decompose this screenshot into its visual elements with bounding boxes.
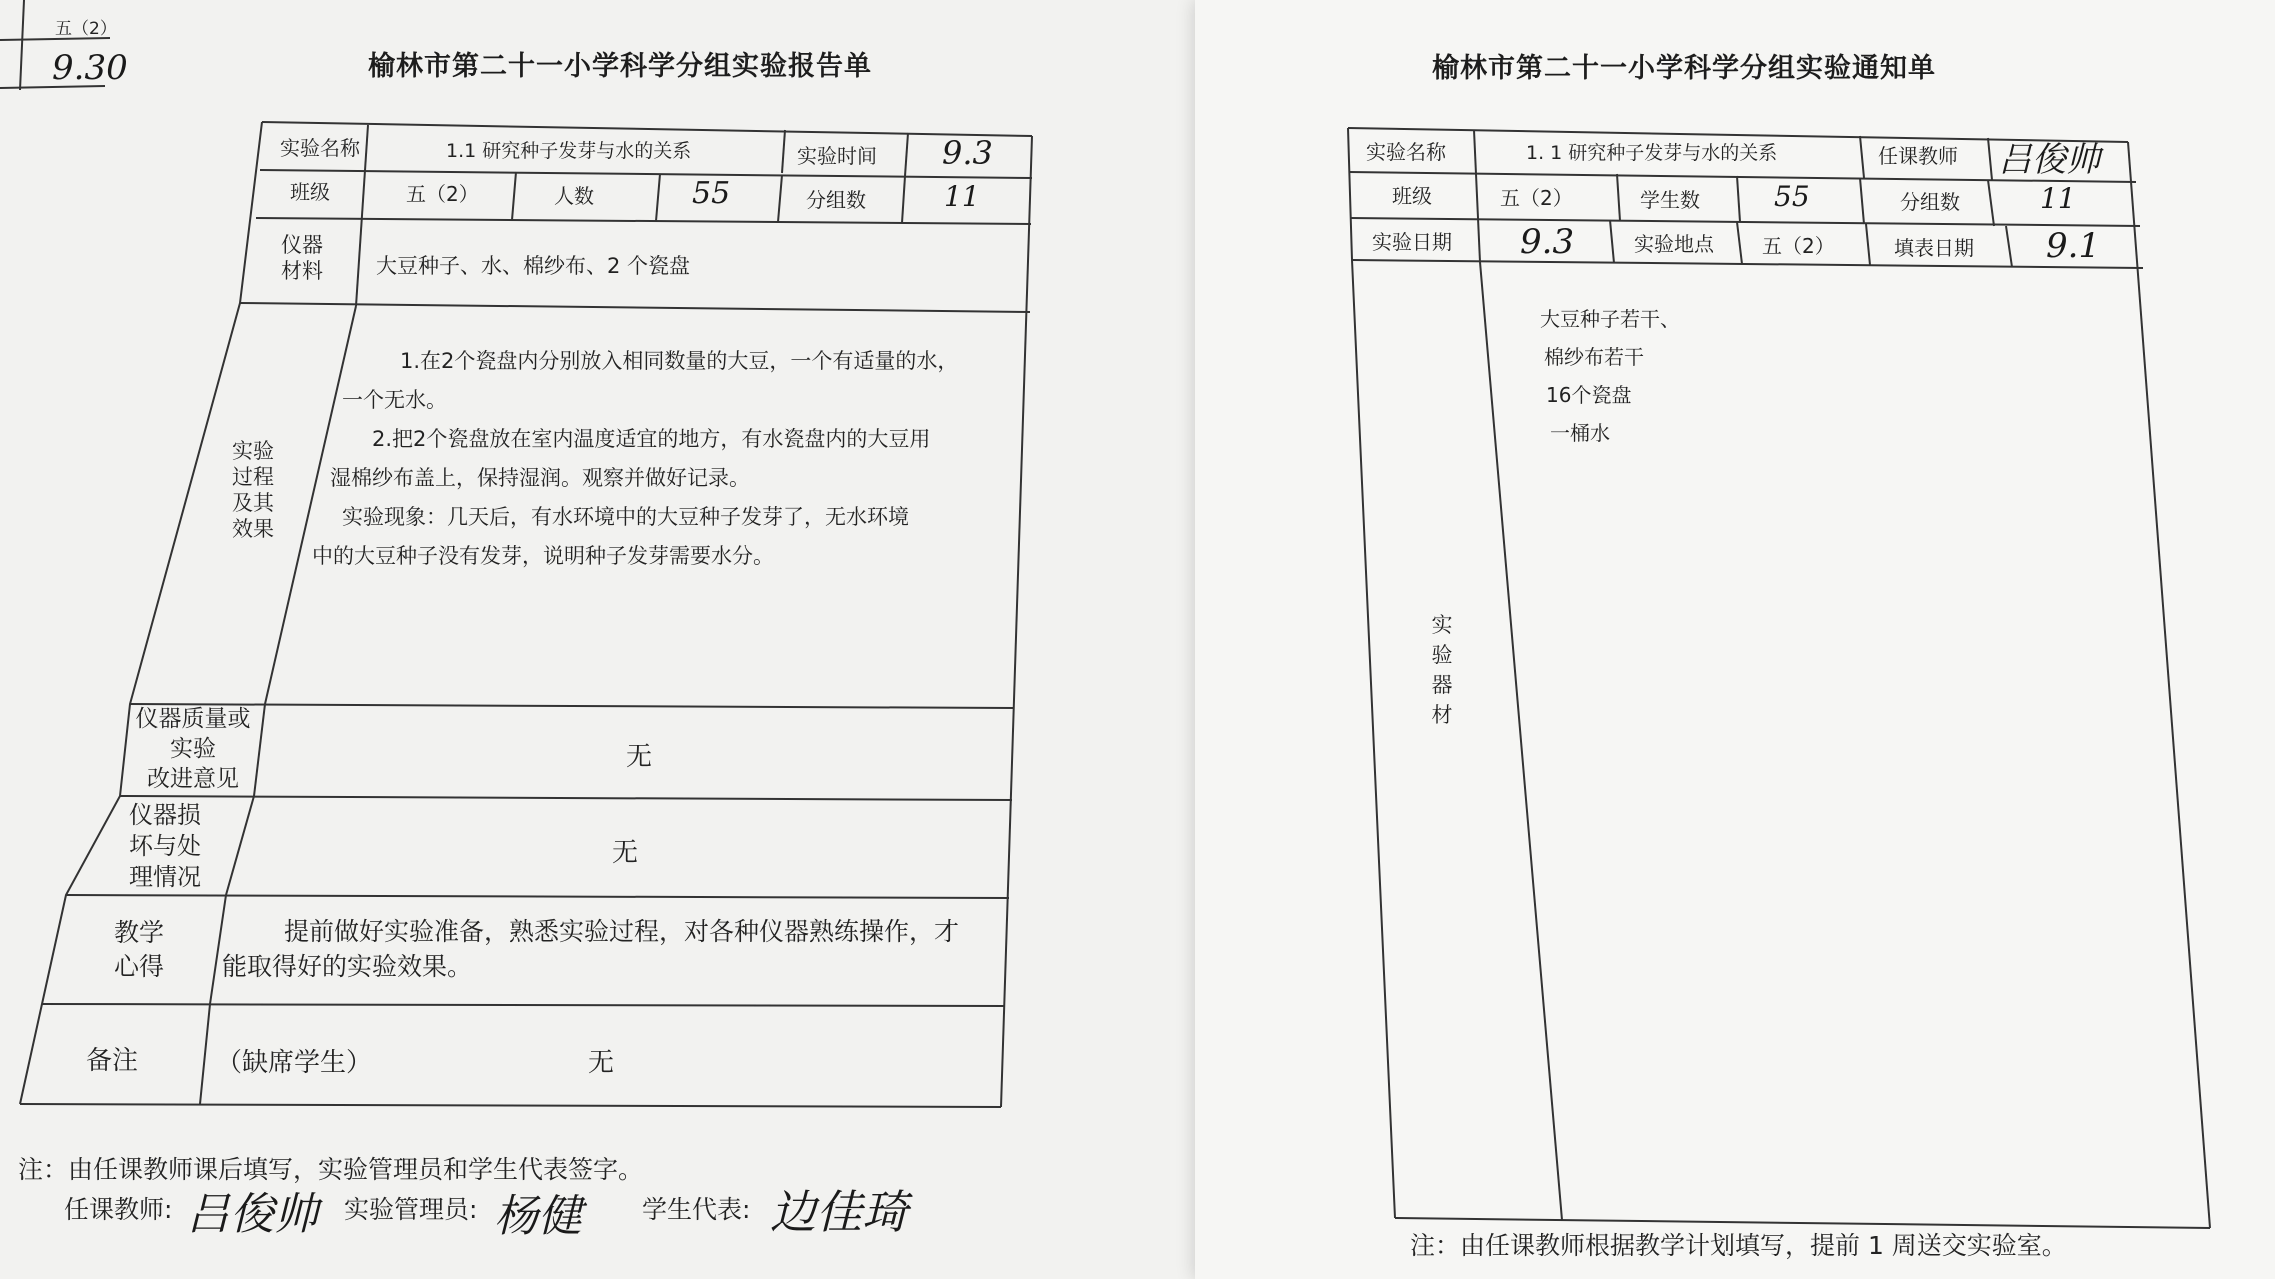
notice-label-equipment: 实 验 器 材 bbox=[1431, 613, 1453, 727]
list-item: 大豆种子若干、 bbox=[1540, 307, 1680, 331]
notice-students: 55 bbox=[1774, 180, 1810, 213]
report-title: 榆林市第二十一小学科学分组实验报告单 bbox=[368, 51, 872, 82]
report-student-label: 学生代表: bbox=[642, 1195, 751, 1224]
notice-equipment-list bbox=[1540, 300, 1840, 452]
notice-fill-date: 9.1 bbox=[2046, 226, 2101, 266]
report-teaching: 提前做好实验准备，熟悉实验过程，对各种仪器熟练操作，才 能取得好的实验效果。 bbox=[222, 917, 960, 981]
notice-title: 榆林市第二十一小学科学分组实验通知单 bbox=[1432, 53, 1936, 84]
process-line: 2.把2个瓷盘放在室内温度适宜的地方，有水瓷盘内的大豆用 bbox=[372, 427, 931, 451]
notice-label-class: 班级 bbox=[1392, 184, 1432, 208]
report-label-process: 实验 过程 及其 效果 bbox=[232, 439, 274, 541]
report-quality: 无 bbox=[626, 742, 653, 772]
report-groups: 11 bbox=[944, 180, 980, 213]
notice-footer-note: 注：由任课教师根据教学计划填写，提前 1 周送交实验室。 bbox=[1410, 1231, 2067, 1260]
report-process bbox=[312, 342, 1028, 576]
process-line: 实验现象：几天后，有水环境中的大豆种子发芽了，无水环境 bbox=[342, 505, 909, 529]
process-line: 湿棉纱布盖上，保持湿润。观察并做好记录。 bbox=[330, 466, 750, 490]
notice-label-fill-date: 填表日期 bbox=[1894, 236, 1974, 260]
report-label-remarks: 备注 bbox=[86, 1046, 139, 1076]
report-remarks-absent: （缺席学生） bbox=[216, 1048, 373, 1078]
report-remarks: 无 bbox=[588, 1048, 615, 1078]
list-item: 一桶水 bbox=[1550, 421, 1610, 445]
notice-class: 五（2） bbox=[1500, 186, 1573, 210]
report-admin-signature: 杨健 bbox=[494, 1191, 582, 1242]
notice-label-groups: 分组数 bbox=[1900, 190, 1960, 214]
report-label-quality: 仪器质量或 实验 改进意见 bbox=[135, 706, 251, 792]
report-label-experiment-name: 实验名称 bbox=[280, 136, 360, 160]
notice-groups: 11 bbox=[2040, 182, 2076, 215]
report-label-damage: 仪器损 坏与处 理情况 bbox=[129, 801, 201, 891]
notice-label-date: 实验日期 bbox=[1372, 230, 1452, 254]
corner-class: 五（2） bbox=[55, 19, 117, 39]
process-line: 中的大豆种子没有发芽，说明种子发芽需要水分。 bbox=[312, 544, 774, 568]
report-label-experiment-time: 实验时间 bbox=[797, 144, 877, 168]
report-damage: 无 bbox=[612, 838, 639, 868]
notice-experiment-name: 1. 1 研究种子发芽与水的关系 bbox=[1526, 142, 1778, 164]
report-admin-label: 实验管理员: bbox=[344, 1195, 478, 1224]
report-experiment-time: 9.3 bbox=[942, 134, 993, 172]
process-line: 一个无水。 bbox=[342, 388, 447, 412]
report-footer-note: 注：由任课教师课后填写，实验管理员和学生代表签字。 bbox=[18, 1155, 644, 1184]
report-teacher-signature: 吕俊帅 bbox=[186, 1189, 318, 1240]
list-item: 棉纱布若干 bbox=[1544, 345, 1644, 369]
list-item: 16个瓷盘 bbox=[1546, 383, 1632, 407]
report-label-class: 班级 bbox=[290, 180, 330, 204]
report-class: 五（2） bbox=[406, 182, 479, 206]
notice-date: 9.3 bbox=[1520, 222, 1575, 262]
notice-teacher-signature: 吕俊帅 bbox=[1998, 140, 2100, 180]
report-label-materials: 仪器 材料 bbox=[281, 233, 323, 283]
report-materials: 大豆种子、水、棉纱布、2 个瓷盘 bbox=[376, 254, 691, 278]
report-count: 55 bbox=[692, 176, 731, 211]
notice-label-place: 实验地点 bbox=[1634, 232, 1714, 256]
report-label-count: 人数 bbox=[554, 184, 594, 208]
notice-label-teacher: 任课教师 bbox=[1878, 144, 1958, 168]
report-label-teaching: 教学 心得 bbox=[113, 918, 164, 981]
report-teacher-label: 任课教师: bbox=[64, 1195, 173, 1224]
notice-place: 五（2） bbox=[1762, 234, 1835, 258]
report-label-groups: 分组数 bbox=[806, 188, 866, 212]
corner-date: 9.30 bbox=[52, 48, 128, 88]
report-experiment-name: 1.1 研究种子发芽与水的关系 bbox=[446, 140, 692, 162]
notice-label-students: 学生数 bbox=[1640, 188, 1700, 212]
notice-label-experiment-name: 实验名称 bbox=[1366, 140, 1446, 164]
report-student-signature: 边佳琦 bbox=[770, 1185, 908, 1239]
process-line: 1.在2个瓷盘内分别放入相同数量的大豆，一个有适量的水， bbox=[400, 349, 959, 373]
